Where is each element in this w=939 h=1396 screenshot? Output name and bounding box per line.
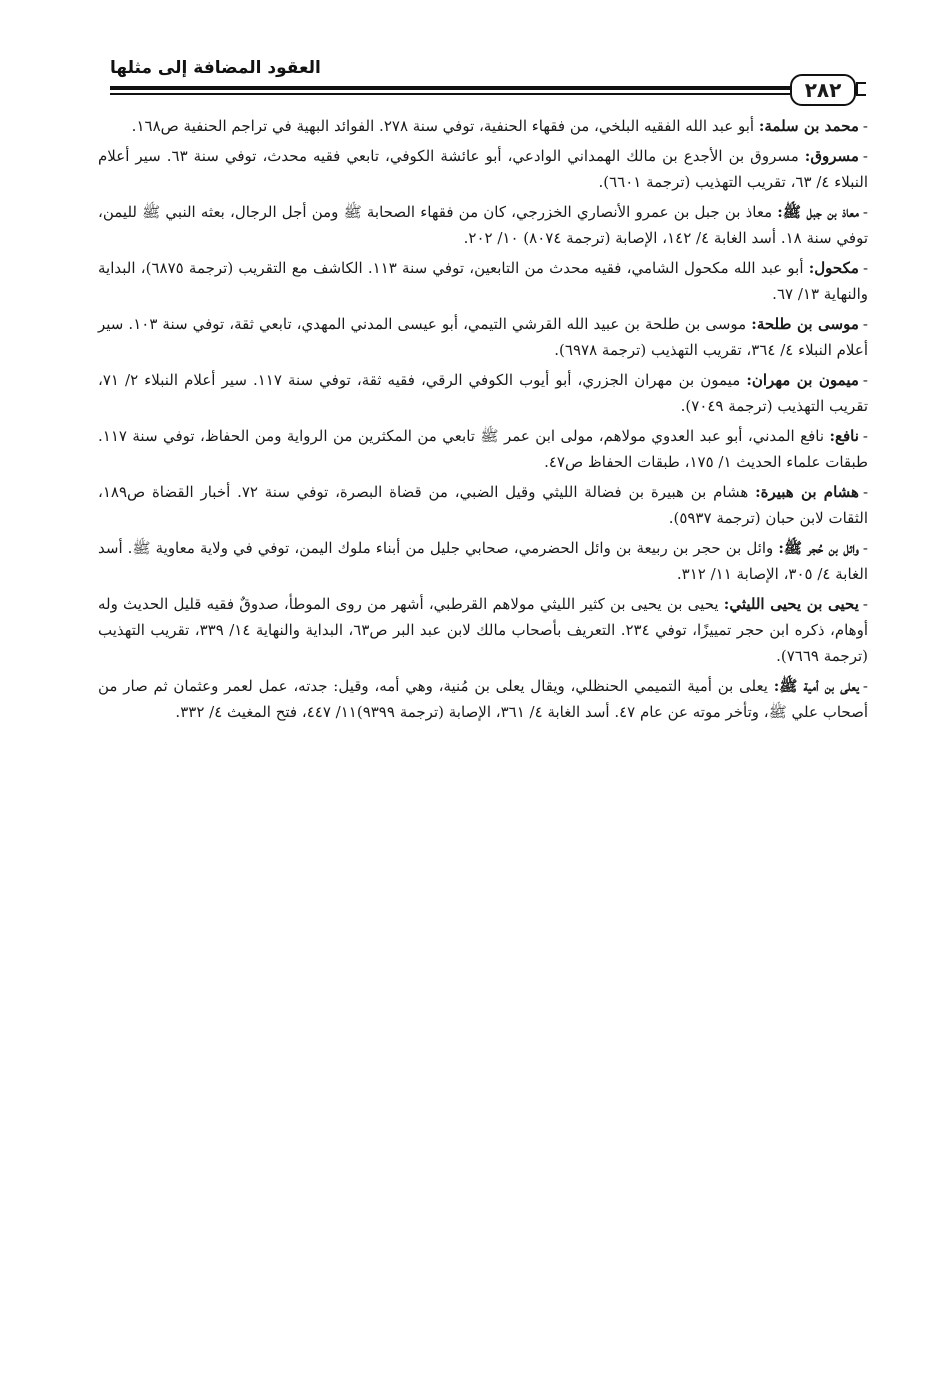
entry-text: ميمون بن مهران الجزري، أبو أيوب الكوفي الرقي، فقيه ثقة، توفي سنة ١١٧. سير أعلام النبلاء ٢/ ٧١، تقريب التهذيب (ترجمة ٧٠٤٩).	[98, 371, 868, 415]
entry-name: ميمون بن مهران:	[746, 371, 859, 389]
entry-text: هشام بن هبيرة بن فضالة الليثي وقيل الضبي، من قضاة البصرة، توفي سنة ٧٢. أخبار القضاة ص١٨٩، الثقات لابن حبان (ترجمة ٥٩٣٧).	[98, 483, 868, 527]
entry-text: وائل بن حجر بن ربيعة بن وائل الحضرمي، صحابي جليل من أبناء ملوك اليمن، توفي في ولاية معاوية ﷺ. أسد الغابة ٤/ ٣٠٥، الإصابة ١١/ ٣١٢.	[98, 539, 868, 583]
entry-text: معاذ بن جبل بن عمرو الأنصاري الخزرجي، كان من فقهاء الصحابة ﷺ ومن أجل الرجال، بعثه النبي ﷺ لليمن، توفي سنة ١٨. أسد الغابة ٤/ ١٤٢، الإصابة (ترجمة ٨٠٧٤) ١٠/ ٢٠٢.	[98, 203, 868, 247]
entry-name: معاذ بن جبل ﷺ:	[777, 203, 859, 221]
entry-musa-ibn-talha: -موسى بن طلحة: موسى بن طلحة بن عبيد الله القرشي التيمي، أبو عيسى المدني المهدي، تابعي ثقة، توفي سنة ١٠٣. سير أعلام النبلاء ٤/ ٣٦٤، تقريب التهذيب (ترجمة ٦٩٧٨).	[98, 315, 868, 359]
entry-name: مسروق:	[804, 147, 859, 165]
entry-muadh-ibn-jabal: -معاذ بن جبل ﷺ: معاذ بن جبل بن عمرو الأنصاري الخزرجي، كان من فقهاء الصحابة ﷺ ومن أجل الرجال، بعثه النبي ﷺ لليمن، توفي سنة ١٨. أسد الغابة ٤/ ١٤٢، الإصابة (ترجمة ٨٠٧٤) ١٠/ ٢٠٢.	[98, 203, 868, 247]
entry-masruq: -مسروق: مسروق بن الأجدع بن مالك الهمداني الوادعي، أبو عائشة الكوفي، تابعي فقيه محدث، توفي سنة ٦٣. سير أعلام النبلاء ٤/ ٦٣، تقريب التهذيب (ترجمة ٦٦٠١).	[98, 147, 868, 191]
page-number: ٢٨٢	[790, 74, 856, 106]
entry-name: هشام بن هبيرة:	[755, 483, 859, 501]
entry-name: وائل بن حُجر ﷺ:	[778, 539, 859, 557]
entry-text: نافع المدني، أبو عبد العدوي مولاهم، مولى ابن عمر ﷺ تابعي من المكثرين من الرواية ومن الحفاظ، توفي سنة ١١٧. طبقات علماء الحديث ١/ ١٧٥، طبقات الحفاظ ص٤٧.	[98, 427, 868, 471]
entry-yahya-ibn-yahya: -يحيى بن يحيى الليثي: يحيى بن يحيى بن كثير الليثي مولاهم القرطبي، أشهر من روى الموطأ، صدوقٌ فقيه قليل الحديث وله أوهام، ذكره ابن حجر تمييزًا، توفي ٢٣٤. التعريف بأصحاب مالك لابن عبد البر ص٦٣، البداية والنهاية ١٤/ ٣٣٩، تقريب التهذيب (ترجمة ٧٦٦٩).	[98, 595, 868, 665]
entry-name: نافع:	[829, 427, 859, 445]
biography-entries	[98, 113, 868, 729]
entry-text: أبو عبد الله الفقيه البلخي، من فقهاء الحنفية، توفي سنة ٢٧٨. الفوائد البهية في تراجم الحنفية ص١٦٨.	[131, 117, 755, 135]
page-number-bracket	[856, 82, 866, 96]
entry-text: يحيى بن يحيى بن كثير الليثي مولاهم القرطبي، أشهر من روى الموطأ، صدوقٌ فقيه قليل الحديث وله أوهام، ذكره ابن حجر تمييزًا، توفي ٢٣٤. التعريف بأصحاب مالك لابن عبد البر ص٦٣، البداية والنهاية ١٤/ ٣٣٩، تقريب التهذيب (ترجمة ٧٦٦٩).	[98, 595, 868, 665]
entry-text: مسروق بن الأجدع بن مالك الهمداني الوادعي، أبو عائشة الكوفي، تابعي فقيه محدث، توفي سنة ٦٣. سير أعلام النبلاء ٤/ ٦٣، تقريب التهذيب (ترجمة ٦٦٠١).	[98, 147, 868, 191]
entry-maymun-ibn-mihran: -ميمون بن مهران: ميمون بن مهران الجزري، أبو أيوب الكوفي الرقي، فقيه ثقة، توفي سنة ١١٧. سير أعلام النبلاء ٢/ ٧١، تقريب التهذيب (ترجمة ٧٠٤٩).	[98, 371, 868, 415]
entry-hisham-ibn-hubayra: -هشام بن هبيرة: هشام بن هبيرة بن فضالة الليثي وقيل الضبي، من قضاة البصرة، توفي سنة ٧٢. أخبار القضاة ص١٨٩، الثقات لابن حبان (ترجمة ٥٩٣٧).	[98, 483, 869, 527]
entry-text: يعلى بن أمية التميمي الحنظلي، ويقال يعلى بن مُنية، وهي أمه، وقيل: جدته، عمل لعمر وعثمان ثم صار من أصحاب علي ﷺ، وتأخر موته عن عام ٤٧. أسد الغابة ٤/ ٣٦١، الإصابة (ترجمة ٩٣٩٩)١١/ ٤٤٧، فتح المغيث ٤/ ٣٣٢.	[98, 677, 868, 721]
entry-muhammad-ibn-salama: -محمد بن سلمة: أبو عبد الله الفقيه البلخي، من فقهاء الحنفية، توفي سنة ٢٧٨. الفوائد البهية في تراجم الحنفية ص١٦٨.	[131, 117, 868, 135]
entry-nafi: -نافع: نافع المدني، أبو عبد العدوي مولاهم، مولى ابن عمر ﷺ تابعي من المكثرين من الرواية ومن الحفاظ، توفي سنة ١١٧. طبقات علماء الحديث ١/ ١٧٥، طبقات الحفاظ ص٤٧.	[98, 427, 868, 471]
entry-name: مكحول:	[808, 259, 859, 277]
entry-name: يحيى بن يحيى الليثي:	[723, 595, 859, 613]
header-rule-thin	[110, 93, 790, 95]
entry-name: يعلى بن أمية ﷺ:	[773, 677, 859, 695]
entry-makhul: -مكحول: أبو عبد الله مكحول الشامي، فقيه محدث من التابعين، توفي سنة ١١٣. الكاشف مع التقريب (ترجمة ٦٨٧٥)، البداية والنهاية ١٣/ ٦٧.	[98, 259, 869, 303]
entry-wail-ibn-hujr: -وائل بن حُجر ﷺ: وائل بن حجر بن ربيعة بن وائل الحضرمي، صحابي جليل من أبناء ملوك اليمن، توفي في ولاية معاوية ﷺ. أسد الغابة ٤/ ٣٠٥، الإصابة ١١/ ٣١٢.	[98, 539, 868, 583]
entry-text: أبو عبد الله مكحول الشامي، فقيه محدث من التابعين، توفي سنة ١١٣. الكاشف مع التقريب (ترجمة ٦٨٧٥)، البداية والنهاية ١٣/ ٦٧.	[98, 259, 868, 303]
entry-name: موسى بن طلحة:	[751, 315, 859, 333]
header-rule-thick	[110, 86, 790, 90]
page-header	[110, 52, 866, 104]
entry-yala-ibn-umayya: -يعلى بن أمية ﷺ: يعلى بن أمية التميمي الحنظلي، ويقال يعلى بن مُنية، وهي أمه، وقيل: جدته، عمل لعمر وعثمان ثم صار من أصحاب علي ﷺ، وتأخر موته عن عام ٤٧. أسد الغابة ٤/ ٣٦١، الإصابة (ترجمة ٩٣٩٩)١١/ ٤٤٧، فتح المغيث ٤/ ٣٣٢.	[98, 677, 868, 721]
entry-text: موسى بن طلحة بن عبيد الله القرشي التيمي، أبو عيسى المدني المهدي، تابعي ثقة، توفي سنة ١٠٣. سير أعلام النبلاء ٤/ ٣٦٤، تقريب التهذيب (ترجمة ٦٩٧٨).	[98, 315, 868, 359]
running-title: العقود المضافة إلى مثلها	[110, 58, 321, 78]
entry-name: محمد بن سلمة:	[758, 117, 859, 135]
